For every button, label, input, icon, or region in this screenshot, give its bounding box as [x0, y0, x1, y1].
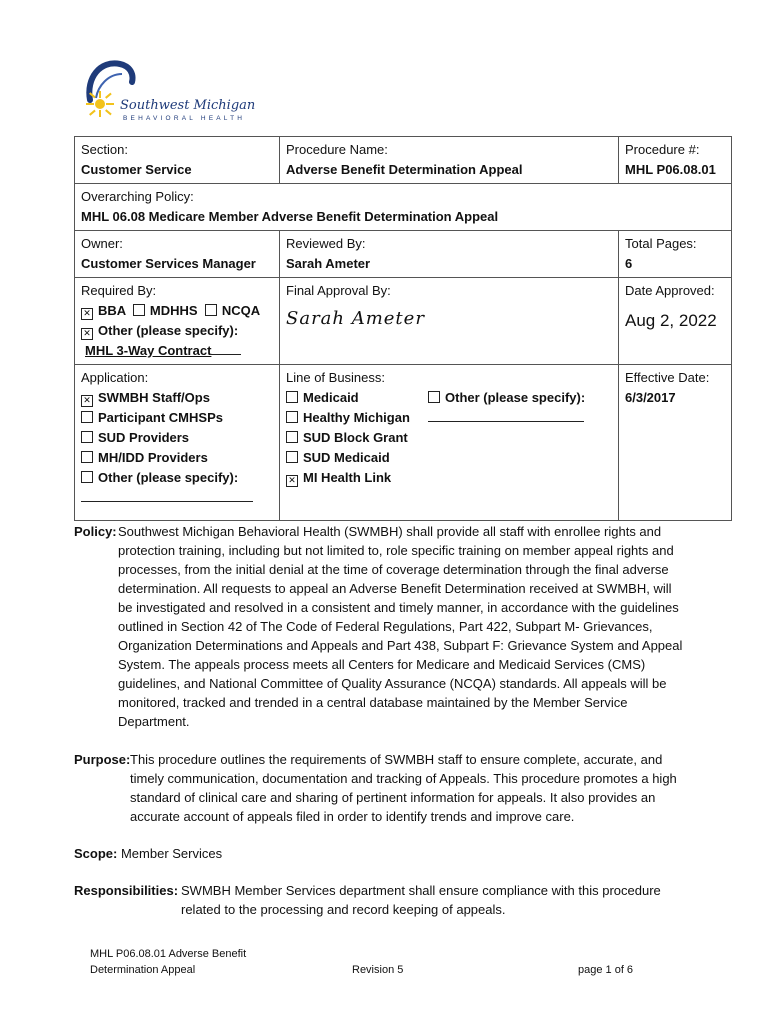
overarching-policy-cell	[75, 184, 732, 231]
responsibilities-label: Responsibilities:	[74, 883, 179, 898]
policy-label: Policy:	[74, 524, 117, 539]
effective-date-value: 6/3/2017	[625, 390, 676, 405]
overarching-policy-value: MHL 06.08 Medicare Member Adverse Benefit Determination Appeal	[81, 209, 499, 224]
responsibilities-line: SWMBH Member Services department shall ensure compliance with this procedure	[181, 883, 661, 898]
procedure-number-value: MHL P06.08.01	[625, 162, 716, 177]
section-value: Customer Service	[81, 162, 192, 177]
total-pages-label: Total Pages:	[625, 236, 697, 251]
policy-line: determination. All requests to appeal an Adverse Benefit Determination received at SWMBH, will	[118, 581, 672, 596]
app-checkbox-other[interactable]	[81, 471, 93, 483]
purpose-line: standard of clinical care and sharing of pertinent information for appeals. It also provides an	[130, 790, 656, 805]
required-by-cell	[75, 278, 280, 365]
policy-line: processes, from the initial denial at the time of coverage determination through the final adverse	[118, 562, 669, 577]
policy-text	[74, 522, 734, 731]
app-item-cmhsps: Participant CMHSPs	[98, 410, 223, 425]
mdhhs-label: MDHHS	[149, 303, 198, 318]
effective-date-label: Effective Date:	[625, 370, 710, 385]
required-by-label: Required By:	[81, 283, 157, 298]
lob-item-mi-health-link: MI Health Link	[303, 470, 392, 485]
scope-label: Scope:	[74, 846, 118, 861]
purpose-line: accurate account of appeals filed in order to identify trends and improve care.	[130, 809, 575, 824]
policy-line: be investigated and resolved in a consistent and timely manner, in accordance with the guidelines	[118, 600, 679, 615]
policy-line: Department.	[118, 714, 190, 729]
reviewed-by-cell	[280, 231, 619, 278]
app-item-staff: SWMBH Staff/Ops	[98, 390, 210, 405]
scope-value: Member Services	[120, 846, 223, 861]
required-other-label: Other (please specify):	[98, 323, 239, 338]
date-approved-cell	[619, 278, 732, 365]
purpose-label: Purpose:	[74, 752, 131, 767]
date-approved-value: Aug 2, 2022	[625, 311, 717, 330]
app-item-other: Other (please specify):	[98, 470, 239, 485]
footer-doc-id	[90, 946, 246, 978]
lob-checkbox-medicaid[interactable]	[286, 391, 298, 403]
procedure-number-label: Procedure #:	[625, 142, 700, 157]
footer-doc-line1: MHL P06.08.01 Adverse Benefit	[90, 948, 247, 960]
lob-checkbox-mi-health-link[interactable]	[286, 475, 298, 487]
lob-item-healthy-michigan: Healthy Michigan	[303, 410, 410, 425]
responsibilities-line: related to the processing and record keeping of appeals.	[181, 902, 506, 917]
total-pages-cell	[619, 231, 732, 278]
owner-cell	[75, 231, 280, 278]
purpose-line: timely communication, documentation and tracking of Appeals. This procedure promotes a high	[130, 771, 677, 786]
reviewed-by-value: Sarah Ameter	[286, 256, 371, 271]
footer-revision: Revision 5	[352, 964, 404, 976]
total-pages-value: 6	[625, 256, 633, 271]
owner-value: Customer Services Manager	[81, 256, 256, 271]
footer-page-number: page 1 of 6	[578, 964, 634, 976]
policy-line: guidelines, and National Committee of Quality Assurance (NCQA) standards. All appeals will be	[118, 676, 667, 691]
purpose-text	[74, 750, 744, 826]
procedure-number-cell	[619, 137, 732, 184]
app-checkbox-sud[interactable]	[81, 431, 93, 443]
lob-item-medicaid: Medicaid	[303, 390, 359, 405]
lob-other-blank[interactable]	[428, 409, 584, 422]
ncqa-label: NCQA	[221, 303, 261, 318]
lob-item-block-grant: SUD Block Grant	[303, 430, 408, 445]
line-of-business-cell	[280, 365, 619, 521]
required-other-value: MHL 3-Way Contract	[85, 343, 212, 358]
final-approval-label: Final Approval By:	[286, 283, 391, 298]
required-other-checkbox[interactable]	[81, 328, 93, 340]
owner-label: Owner:	[81, 236, 123, 251]
lob-item-other: Other (please specify):	[445, 390, 586, 405]
lob-label: Line of Business:	[286, 370, 386, 385]
section-label: Section:	[81, 142, 128, 157]
policy-line: Southwest Michigan Behavioral Health (SWMBH) shall provide all staff with enrollee rights and	[118, 524, 662, 539]
app-item-sud: SUD Providers	[98, 430, 190, 445]
scope-row	[74, 844, 222, 863]
application-label: Application:	[81, 370, 149, 385]
policy-line: outlined in Section 42 of The Code of Federal Regulations, Part 422, Subpart M- Grievances,	[118, 619, 653, 634]
procedure-name-value: Adverse Benefit Determination Appeal	[286, 162, 523, 177]
lob-checkbox-block-grant[interactable]	[286, 431, 298, 443]
approval-signature: Sarah Ameter	[286, 308, 425, 329]
logo-name: Southwest Michigan	[120, 98, 256, 113]
lob-item-sud-medicaid: SUD Medicaid	[303, 450, 390, 465]
bba-label: BBA	[98, 303, 126, 318]
app-other-blank[interactable]	[81, 489, 253, 502]
procedure-name-cell	[280, 137, 619, 184]
lob-checkbox-sud-medicaid[interactable]	[286, 451, 298, 463]
mdhhs-checkbox[interactable]	[133, 304, 145, 316]
procedure-name-label: Procedure Name:	[286, 142, 388, 157]
date-approved-label: Date Approved:	[625, 283, 715, 298]
responsibilities-text	[74, 881, 734, 919]
procedure-header-table	[74, 136, 732, 521]
app-checkbox-mhidd[interactable]	[81, 451, 93, 463]
app-checkbox-cmhsps[interactable]	[81, 411, 93, 423]
final-approval-cell	[280, 278, 619, 365]
app-checkbox-staff[interactable]	[81, 395, 93, 407]
bba-checkbox[interactable]	[81, 308, 93, 320]
logo-subtitle: BEHAVIORAL HEALTH	[123, 115, 246, 122]
section-cell	[75, 137, 280, 184]
overarching-policy-label: Overarching Policy:	[81, 189, 194, 204]
app-item-mhidd: MH/IDD Providers	[98, 450, 208, 465]
policy-line: monitored, tracked and trended in a central database maintained by the Member Service	[118, 695, 628, 710]
policy-line: Organization Determinations and Appeals and Part 438, Subpart F: Grievance System and Appeal	[118, 638, 683, 653]
policy-line: protection training, including but not limited to, role specific training on member appeal rights and	[118, 543, 674, 558]
application-cell	[75, 365, 280, 521]
lob-checkbox-other[interactable]	[428, 391, 440, 403]
effective-date-cell	[619, 365, 732, 521]
lob-checkbox-healthy-michigan[interactable]	[286, 411, 298, 423]
purpose-line: This procedure outlines the requirements of SWMBH staff to ensure complete, accurate, and	[130, 752, 663, 767]
policy-line: System. The appeals process meets all Centers for Medicare and Medicaid Services (CMS)	[118, 657, 646, 672]
reviewed-by-label: Reviewed By:	[286, 236, 366, 251]
ncqa-checkbox[interactable]	[205, 304, 217, 316]
footer-doc-line2: Determination Appeal	[90, 964, 196, 976]
